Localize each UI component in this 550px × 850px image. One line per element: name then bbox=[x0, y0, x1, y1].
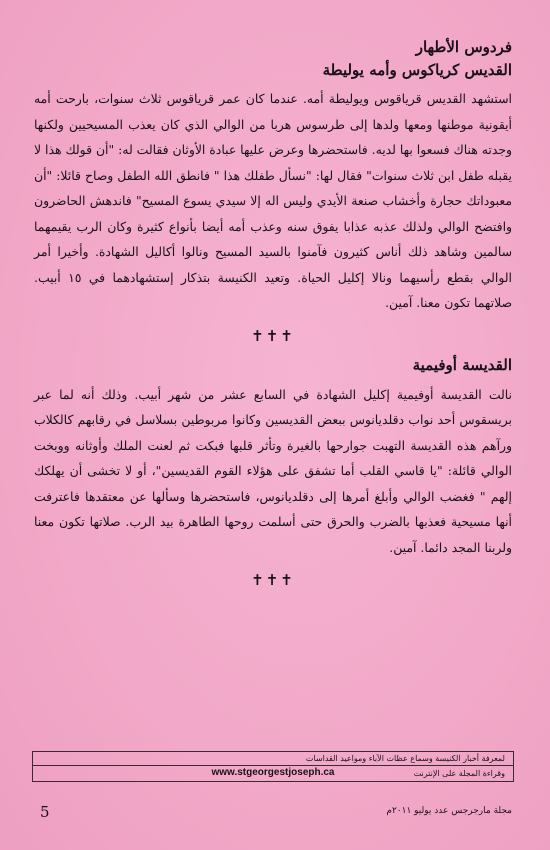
footer-read-line: وقراءة المجلة على الإنترنت bbox=[413, 769, 505, 778]
article-body bbox=[34, 36, 512, 598]
website-link[interactable]: www.stgeorgestjoseph.ca bbox=[211, 767, 335, 778]
page-title: فردوس الأطهار bbox=[415, 38, 512, 56]
cross-divider bbox=[34, 568, 512, 592]
cross-icon: ✝✝✝ bbox=[251, 571, 295, 589]
footer-info-box bbox=[32, 751, 514, 782]
section-heading-kyriakos: القديس كرياكوس وأمه يوليطة bbox=[322, 61, 512, 79]
footer-website-container bbox=[41, 766, 505, 781]
magazine-issue: مجلة مارجرجس عدد يوليو ٢٠١١م bbox=[386, 806, 512, 816]
section-heading-euphemia: القديسة أوفيمية bbox=[412, 355, 512, 374]
cross-icon: ✝✝✝ bbox=[251, 326, 295, 345]
footer-website-row bbox=[33, 766, 513, 781]
section-paragraph-kyriakos: استشهد القديس قرياقوس ويوليطة أمه. عندما كان عمر قرياقوس ثلاث سنوات، بارحت أمه أيقونية موطنها ومعها ولدها إلى طرسوس هربا من الوالي الذي كان يعذب المسيحيين ولكنها وجدته هناك فسعوا بها لديه. فاستحضرها وعرض عليها عبادة الأوثان فقالت له: "أن قولك هذا لا يقبله طفل ابن ثلاث سنوات" فقال لها: "نسأل طفلك هذا " فانطق الله الطفل وصاح قائلا: "أن معبوداتك حجارة وأخشاب صنعة الأيدي وليس اله إلا سيدي يسوع المسيح" فاندهش الحاضرون وافتضح الوالي ولذلك عذبه عذابا يفوق سنه وعذب أمه أيضا بأنواع كثيرة وكان الرب يقيمهما سالمين وشاهد ذلك أناس كثيرون فآمنوا بالسيد المسيح ونالوا أكاليل الشهادة. وأخيرا أمر الوالي بقطع رأسيهما ونالا إكليل الحياة. وتعيد الكنيسة بتذكار إستشهادهما في ١٥ أبيب. صلاتهما تكون معنا. آمين. bbox=[34, 91, 512, 310]
section-paragraph-euphemia: نالت القديسة أوفيمية إكليل الشهادة في السابع عشر من شهر أبيب. وذلك أنه لما عبر بريسقوس أحد نواب دقلديانوس ببعض القديسين وكانوا مربوطين بسلاسل في رقابهم كالكلاب ورآهم هذه القديسة التهبت جوارحها بالغيرة وتأثر قلبها فبكت ثم لعنت الملك وأوثانه ووبخت الوالي قائلة: "يا قاسي القلب أما تشفق على هؤلاء القوم القديسين"، أو لا تخشى أن يهلكك إلهم " فغضب الوالي وأبلغ أمرها إلى دقلديانوس، فاستحضرها وسألها عن معتقدها فاعترفت أنها مسيحية فعذبها بالضرب والحرق حتى أسلمت روحها الطاهرة بيد الرب. صلاتها تكون معنا ولربنا المجد دائما. آمين. bbox=[34, 386, 512, 555]
page-number: 5 bbox=[40, 803, 50, 821]
page-footer bbox=[40, 803, 512, 823]
footer-info-line: لمعرفة أخبار الكنيسة وسماع عظات الآباء ومواعيد القداسات bbox=[33, 752, 513, 766]
cross-divider bbox=[34, 324, 512, 348]
